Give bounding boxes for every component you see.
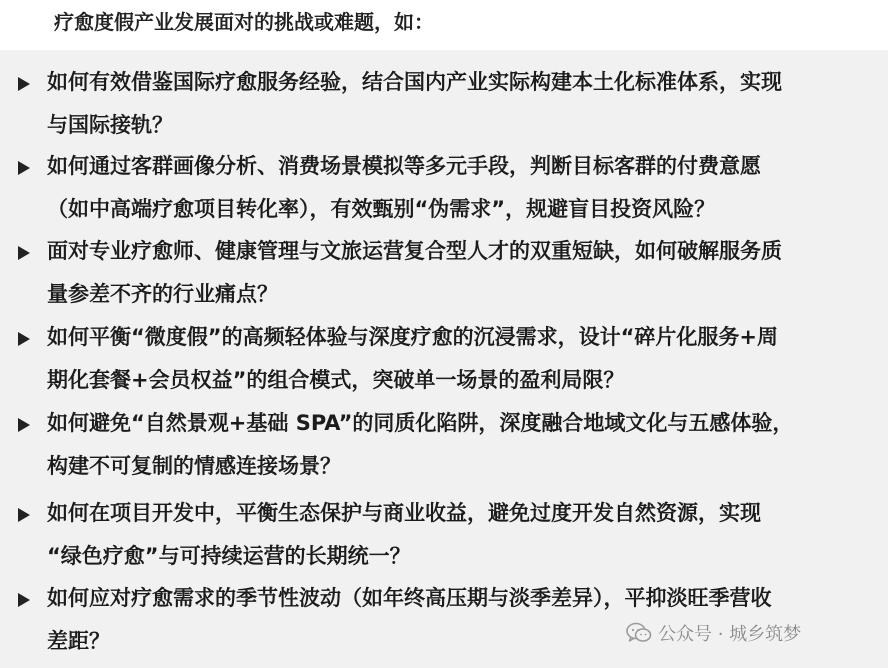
item-line-2: 期化套餐+会员权益”的组合模式，突破单一场景的盈利局限？ — [47, 368, 625, 392]
bullet-triangle-icon — [18, 593, 30, 607]
list-item — [0, 498, 888, 578]
list-item — [0, 408, 888, 488]
item-line-2: 差距？ — [47, 629, 110, 653]
list-item — [0, 151, 888, 231]
item-line-1: 如何通过客群画像分析、消费场景模拟等多元手段，判断目标客群的付费意愿 — [47, 154, 761, 178]
bullet-triangle-icon — [18, 418, 30, 432]
item-line-1: 如何避免“自然景观+基础 SPA”的同质化陷阱，深度融合地域文化与五感体验， — [47, 411, 794, 435]
bullet-triangle-icon — [18, 246, 30, 260]
item-line-2: 与国际接轨？ — [47, 113, 173, 137]
item-line-1: 面对专业疗愈师、健康管理与文旅运营复合型人才的双重短缺，如何破解服务质 — [47, 239, 782, 263]
bullet-triangle-icon — [18, 508, 30, 522]
wechat-icon — [626, 622, 652, 644]
intro-text: 疗愈度假产业发展面对的挑战或难题，如： — [54, 10, 434, 34]
item-line-1: 如何应对疗愈需求的季节性波动（如年终高压期与淡季差异），平抑淡旺季营收 — [47, 586, 772, 610]
watermark — [626, 620, 801, 646]
list-item — [0, 236, 888, 316]
list-item — [0, 67, 888, 147]
bullet-triangle-icon — [18, 77, 30, 91]
item-line-2: 构建不可复制的情感连接场景？ — [47, 454, 341, 478]
watermark-text: 公众号 · 城乡筑梦 — [658, 624, 802, 645]
item-line-1: 如何在项目开发中，平衡生态保护与商业收益，避免过度开发自然资源，实现 — [47, 501, 761, 525]
bullet-triangle-icon — [18, 332, 30, 346]
list-item — [0, 322, 888, 402]
question-list-panel — [0, 50, 888, 668]
item-line-1: 如何平衡“微度假”的高频轻体验与深度疗愈的沉浸需求，设计“碎片化服务+周 — [47, 325, 778, 349]
item-line-2: 量参差不齐的行业痛点？ — [47, 282, 278, 306]
item-line-2: “绿色疗愈”与可持续运营的长期统一？ — [47, 544, 411, 568]
item-line-2: （如中高端疗愈项目转化率），有效甄别“伪需求”，规避盲目投资风险？ — [47, 197, 716, 221]
item-line-1: 如何有效借鉴国际疗愈服务经验，结合国内产业实际构建本土化标准体系，实现 — [47, 70, 782, 94]
bullet-triangle-icon — [18, 161, 30, 175]
header-band — [0, 0, 888, 50]
